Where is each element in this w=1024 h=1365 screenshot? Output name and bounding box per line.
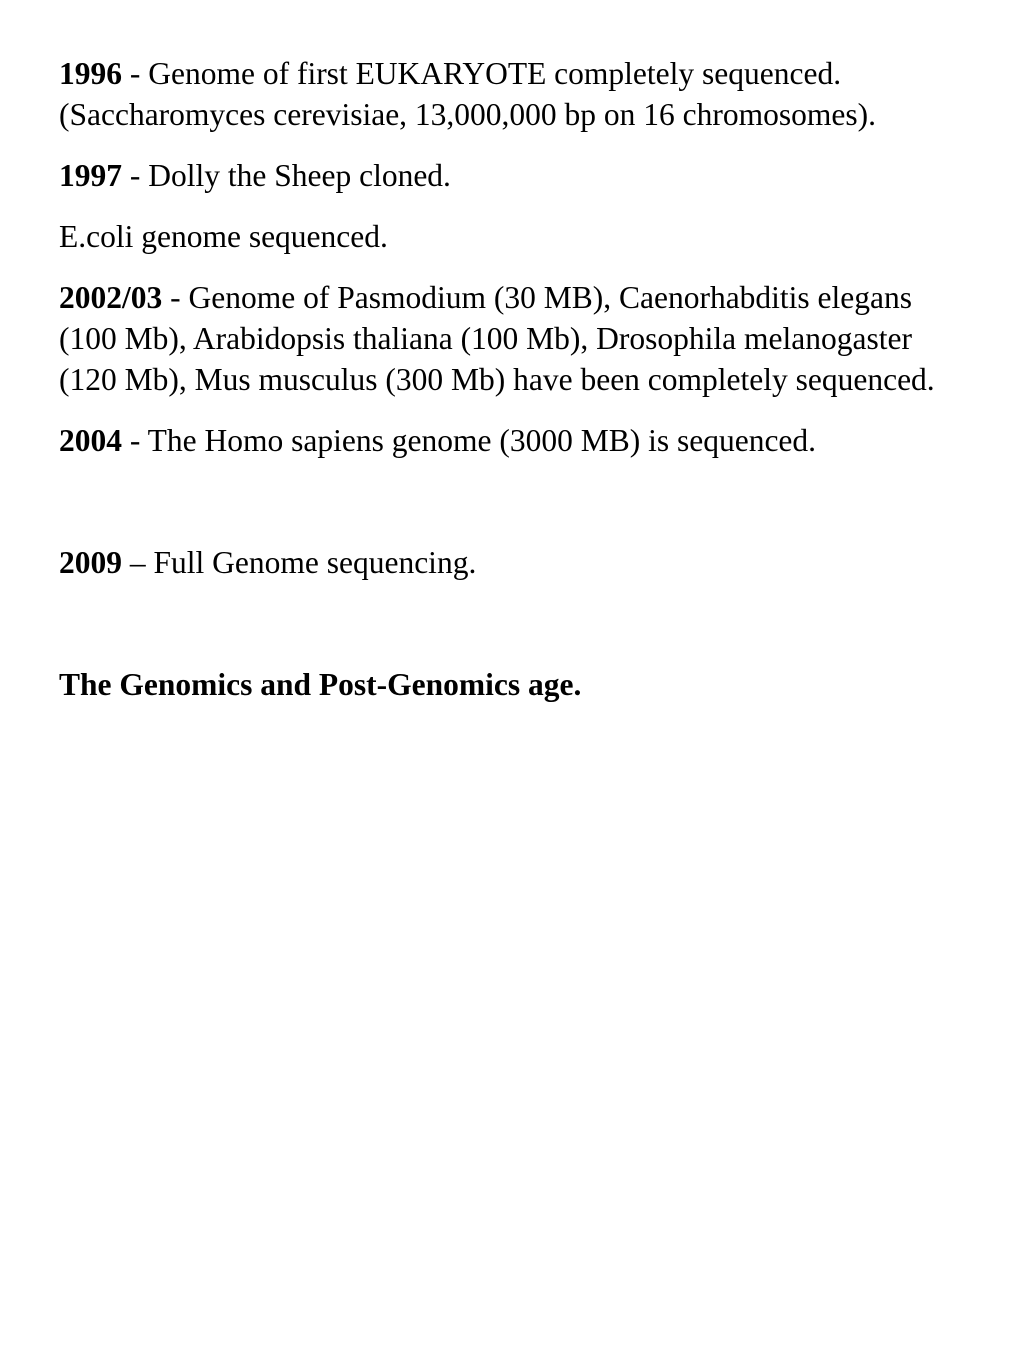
entry-year: 1996 (59, 56, 122, 91)
entry-separator: – (122, 545, 154, 580)
conclusion-heading: The Genomics and Post-Genomics age. (59, 667, 582, 702)
entry-ecoli (59, 216, 959, 257)
entry-year: 2009 (59, 545, 122, 580)
entry-2009 (59, 542, 959, 583)
entry-2002-03 (59, 277, 959, 400)
entry-1997 (59, 155, 959, 196)
entry-text: E.coli genome sequenced. (59, 219, 388, 254)
entry-text: Genome of Pasmodium (30 MB), Caenorhabditis elegans (100 Mb), Arabidopsis thaliana (100 Mb), Drosophila melanogaster (120 Mb), Mus musculus (300 Mb) have been completely sequenced. (59, 280, 935, 397)
entry-text: Dolly the Sheep cloned. (148, 158, 451, 193)
document-page (59, 53, 959, 705)
entry-text: Genome of first EUKARYOTE completely sequenced. (Saccharomyces cerevisiae, 13,000,000 bp on 16 chromosomes). (59, 56, 877, 132)
entry-year: 1997 (59, 158, 122, 193)
entry-separator: - (122, 56, 149, 91)
entry-2004 (59, 420, 959, 461)
entry-year: 2002/03 (59, 280, 163, 315)
entry-separator: - (122, 158, 149, 193)
entry-text: Full Genome sequencing. (153, 545, 477, 580)
entry-separator: - (162, 280, 189, 315)
entry-year: 2004 (59, 423, 122, 458)
entry-text: The Homo sapiens genome (3000 MB) is sequenced. (147, 423, 817, 458)
entry-1996 (59, 53, 959, 135)
entry-separator: - (122, 423, 148, 458)
